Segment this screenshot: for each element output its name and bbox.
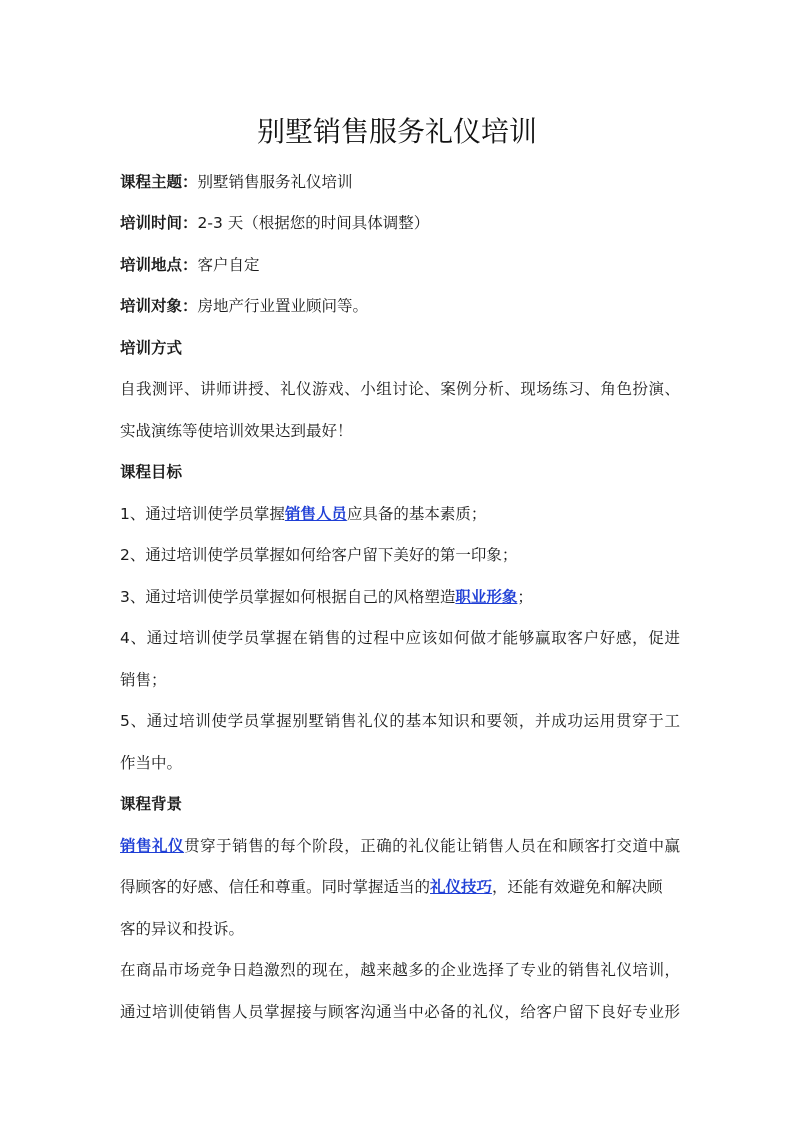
place-label: 培训地点：: [120, 256, 198, 274]
time-label: 培训时间：: [120, 214, 198, 232]
method-heading: 培训方式: [120, 339, 183, 357]
background-p1-line1-text: 贯穿于销售的每个阶段，正确的礼仪能让销售人员在和顾客打交道中赢: [184, 837, 680, 855]
method-text-line1: 自我测评、讲师讲授、礼仪游戏、小组讨论、案例分析、现场练习、角色扮演、: [120, 380, 680, 398]
method-text-line2: 实战演练等使培训效果达到最好！: [120, 422, 353, 440]
background-p1-line2: [120, 876, 680, 898]
goal-item-5-line1: 5、通过培训使学员掌握别墅销售礼仪的基本知识和要领，并成功运用贯穿于工: [120, 712, 680, 730]
goal-item-3: [120, 586, 680, 608]
goal-1-suffix: 应具备的基本素质；: [346, 505, 487, 523]
background-p1-line2-suffix: ，还能有效避免和解决顾: [492, 878, 663, 896]
etiquette-skills-link[interactable]: 礼仪技巧: [430, 878, 493, 896]
background-heading: 课程背景: [120, 795, 183, 813]
place-value: 客户自定: [197, 256, 260, 274]
background-p1-line2-prefix: 得顾客的好感、信任和尊重。同时掌握适当的: [120, 878, 431, 896]
topic-line: [120, 171, 680, 193]
place-line: [120, 254, 680, 276]
goal-item-4-line1: 4、通过培训使学员掌握在销售的过程中应该如何做才能够赢取客户好感，促进: [120, 629, 680, 647]
sales-etiquette-link[interactable]: 销售礼仪: [120, 837, 185, 855]
background-p1-line3: 客的异议和投诉。: [120, 920, 245, 938]
sales-staff-link[interactable]: 销售人员: [284, 505, 347, 523]
audience-label: 培训对象：: [120, 297, 198, 315]
goal-1-prefix: 1、通过培训使学员掌握: [120, 505, 285, 523]
background-p1-line1: [120, 835, 680, 857]
background-p2-line1: 在商品市场竞争日趋激烈的现在，越来越多的企业选择了专业的销售礼仪培训，: [120, 961, 680, 979]
background-p2-line2: 通过培训使销售人员掌握接与顾客沟通当中必备的礼仪，给客户留下良好专业形: [120, 1003, 680, 1021]
time-line: [120, 212, 680, 234]
audience-line: [120, 295, 680, 317]
goal-item-2: 2、通过培训使学员掌握如何给客户留下美好的第一印象；: [120, 546, 518, 564]
audience-value: 房地产行业置业顾问等。: [197, 297, 369, 315]
goal-item-5-line2: 作当中。: [120, 754, 183, 772]
topic-label: 课程主题：: [120, 173, 198, 191]
goal-3-prefix: 3、通过培训使学员掌握如何根据自己的风格塑造: [120, 588, 456, 606]
goal-3-suffix: ；: [517, 588, 533, 606]
goal-item-1: [120, 503, 680, 525]
goals-heading: 课程目标: [120, 463, 183, 481]
professional-image-link[interactable]: 职业形象: [455, 588, 518, 606]
time-value: 2-3 天（根据您的时间具体调整）: [197, 214, 430, 232]
goal-item-4-line2: 销售；: [120, 671, 167, 689]
document-title: 别墅销售服务礼仪培训: [256, 115, 537, 148]
topic-value: 别墅销售服务礼仪培训: [197, 173, 353, 191]
